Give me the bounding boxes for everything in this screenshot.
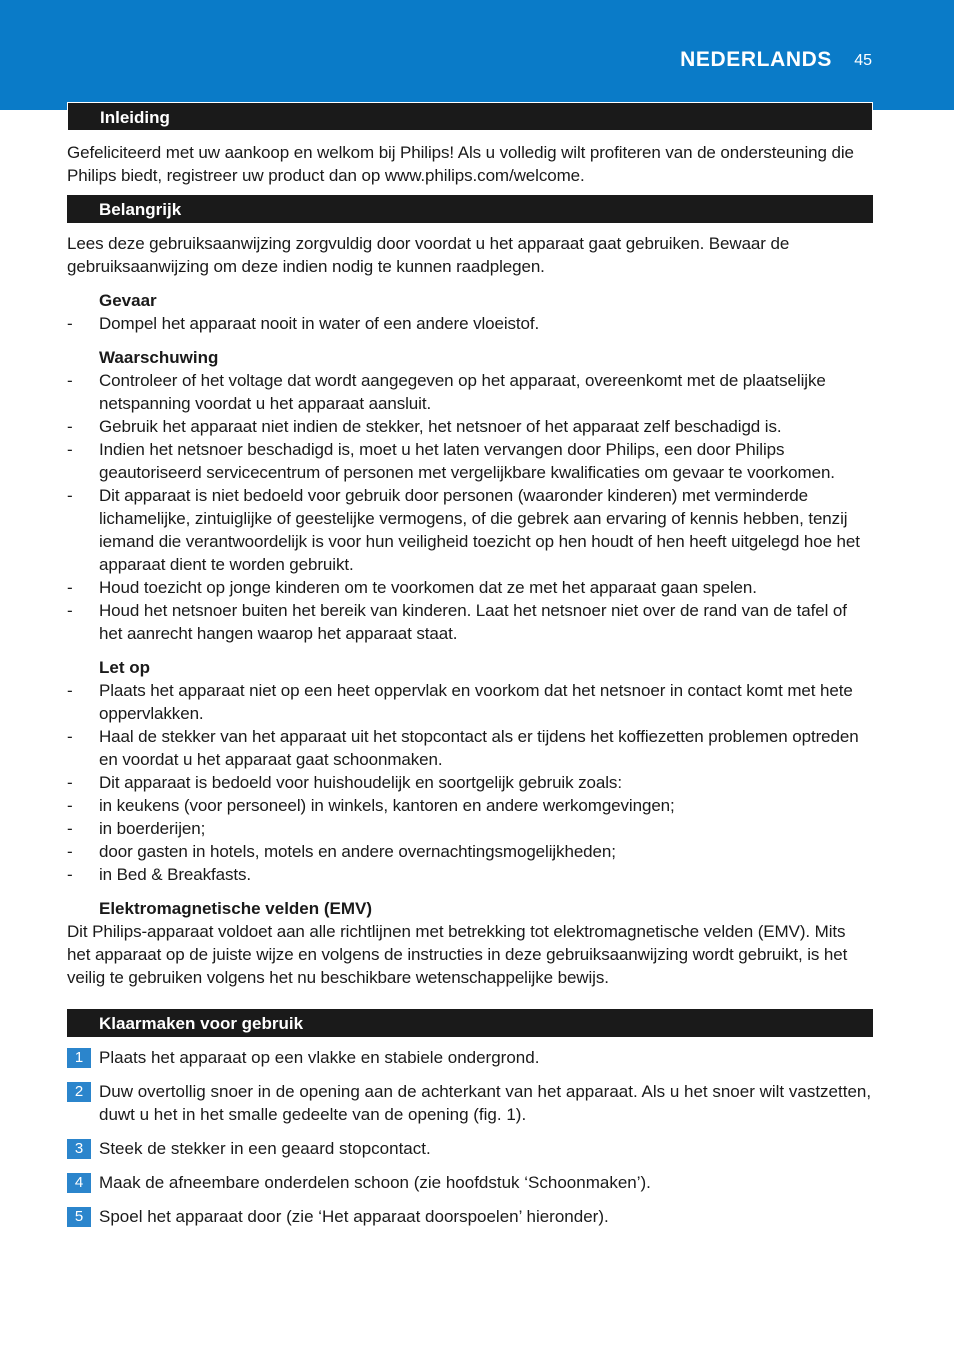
list-item-text: Houd het netsnoer buiten het bereik van kinderen. Laat het netsnoer niet over de rand van de tafel of het aanrecht hangen waarop het apparaat staat. (99, 601, 847, 643)
list-item (67, 415, 873, 438)
list-item-text: Haal de stekker van het apparaat uit het stopcontact als er tijdens het koffiezetten problemen optreden en voordat u het apparaat gaat schoonmaken. (99, 727, 859, 769)
dash-bullet: - (67, 842, 73, 861)
step-item (67, 1171, 873, 1194)
section-heading-prep: Klaarmaken voor gebruik (67, 1009, 873, 1037)
list-item (67, 794, 873, 817)
step-text: Steek de stekker in een geaard stopcontact. (99, 1139, 431, 1158)
dash-bullet: - (67, 440, 73, 459)
list-item-text: in boerderijen; (99, 819, 206, 838)
list-item-text: in keukens (voor personeel) in winkels, kantoren en andere werkomgevingen; (99, 796, 675, 815)
list-item (67, 817, 873, 840)
step-text: Maak de afneembare onderdelen schoon (zie hoofdstuk ‘Schoonmaken’). (99, 1173, 651, 1192)
list-item (67, 438, 873, 484)
prep-steps (67, 1046, 873, 1228)
list-item-text: Gebruik het apparaat niet indien de stekker, het netsnoer of het apparaat zelf beschadigd is. (99, 417, 782, 436)
list-item (67, 863, 873, 886)
dash-bullet: - (67, 371, 73, 390)
dash-bullet: - (67, 727, 73, 746)
list-item-text: Controleer of het voltage dat wordt aangegeven op het apparaat, overeenkomt met de plaatselijke netspanning voordat u het apparaat aansluit. (99, 371, 826, 413)
step-number-badge: 4 (67, 1173, 91, 1193)
page-number: 45 (854, 52, 872, 69)
dash-bullet: - (67, 314, 73, 333)
step-number-badge: 5 (67, 1207, 91, 1227)
section-heading-intro: Inleiding (67, 102, 873, 130)
list-item-text: Plaats het apparaat niet op een heet oppervlak en voorkom dat het netsnoer in contact komt met hete oppervlakken. (99, 681, 853, 723)
important-text: Lees deze gebruiksaanwijzing zorgvuldig door voordat u het apparaat gaat gebruiken. Bewaar de gebruiksaanwijzing om deze indien nodig te kunnen raadplegen. (67, 234, 790, 276)
header-band (0, 0, 954, 110)
list-item-text: in Bed & Breakfasts. (99, 865, 252, 884)
emf-heading: Elektromagnetische velden (EMV) (99, 899, 373, 918)
list-item-text: Dompel het apparaat nooit in water of een andere vloeistof. (99, 314, 540, 333)
page-content (67, 102, 873, 1239)
list-item (67, 576, 873, 599)
list-item (67, 312, 873, 335)
dash-bullet: - (67, 865, 73, 884)
danger-heading: Gevaar (99, 291, 157, 310)
list-item-text: Indien het netsnoer beschadigd is, moet u het laten vervangen door Philips, een door Philips geautoriseerd servicecentrum of personen met vergelijkbare kwalificaties om gevaar te voorkomen. (99, 440, 835, 482)
caution-heading: Let op (99, 658, 150, 677)
list-item (67, 840, 873, 863)
step-item (67, 1046, 873, 1069)
list-item (67, 599, 873, 645)
list-item (67, 679, 873, 725)
dash-bullet: - (67, 578, 73, 597)
step-number-badge: 3 (67, 1139, 91, 1159)
list-item-text: Dit apparaat is niet bedoeld voor gebruik door personen (waaronder kinderen) met verminderde lichamelijke, zintuiglijke of geestelijke vermogens, of die gebrek aan ervaring of kennis hebben, tenzij iemand die verantwoordelijk is voor hun veiligheid toezicht op hen houdt of hen heeft uitgelegd hoe het apparaat dient te worden gebruikt. (99, 486, 860, 574)
list-item (67, 771, 873, 794)
step-item (67, 1137, 873, 1160)
list-item (67, 369, 873, 415)
warning-heading: Waarschuwing (99, 348, 219, 367)
dash-bullet: - (67, 819, 73, 838)
intro-text: Gefeliciteerd met uw aankoop en welkom bij Philips! Als u volledig wilt profiteren van de ondersteuning die Philips biedt, registreer uw product dan op www.philips.com/welcome. (67, 143, 854, 185)
caution-list (67, 679, 873, 886)
list-item-text: door gasten in hotels, motels en andere overnachtingsmogelijkheden; (99, 842, 616, 861)
step-text: Plaats het apparaat op een vlakke en stabiele ondergrond. (99, 1048, 540, 1067)
list-item-text: Dit apparaat is bedoeld voor huishoudelijk en soortgelijk gebruik zoals: (99, 773, 622, 792)
step-text: Spoel het apparaat door (zie ‘Het apparaat doorspoelen’ hieronder). (99, 1207, 609, 1226)
step-number-badge: 2 (67, 1082, 91, 1102)
dash-bullet: - (67, 773, 73, 792)
section-heading-important: Belangrijk (67, 195, 873, 223)
step-item (67, 1205, 873, 1228)
dash-bullet: - (67, 486, 73, 505)
dash-bullet: - (67, 417, 73, 436)
dash-bullet: - (67, 601, 73, 620)
list-item (67, 725, 873, 771)
warning-list (67, 369, 873, 645)
emf-text: Dit Philips-apparaat voldoet aan alle richtlijnen met betrekking tot elektromagnetische velden (EMV). Mits het apparaat op de juiste wijze en volgens de instructies in deze gebruiksaanwijzing wordt gebruikt, is het veilig te gebruiken volgens het nu beschikbare wetenschappelijke bewijs. (67, 922, 848, 987)
list-item (67, 484, 873, 576)
dash-bullet: - (67, 796, 73, 815)
dash-bullet: - (67, 681, 73, 700)
danger-list (67, 312, 873, 335)
list-item-text: Houd toezicht op jonge kinderen om te voorkomen dat ze met het apparaat gaan spelen. (99, 578, 757, 597)
step-text: Duw overtollig snoer in de opening aan de achterkant van het apparaat. Als u het snoer wilt vastzetten, duwt u het in het smalle gedeelte van de opening (fig. 1). (99, 1082, 872, 1124)
language-title: NEDERLANDS (680, 48, 832, 71)
step-number-badge: 1 (67, 1048, 91, 1068)
step-item (67, 1080, 873, 1126)
